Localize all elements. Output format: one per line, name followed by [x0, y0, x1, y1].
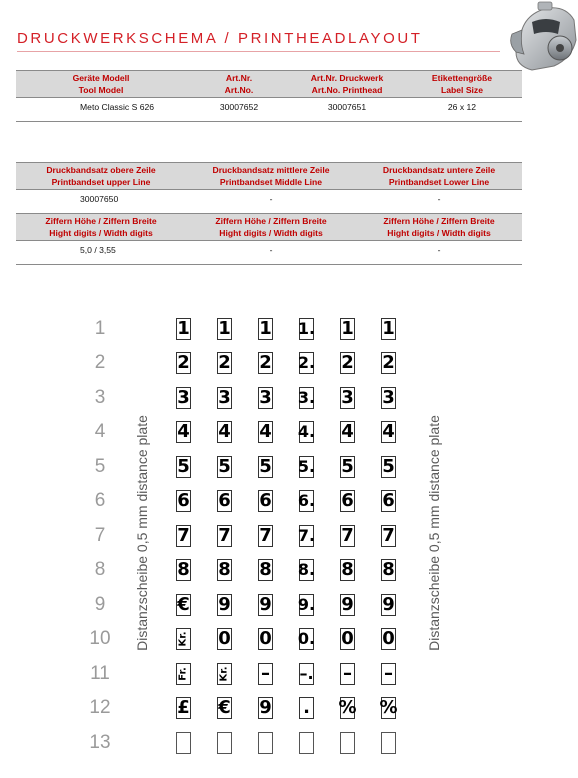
- printband-upper-value: 30007650: [16, 190, 186, 214]
- printband-character-cell: [299, 421, 314, 443]
- printband-character: 3: [218, 387, 231, 408]
- printband-character-cell: [340, 387, 355, 409]
- printband-character-cell: [176, 559, 191, 581]
- header-digits-lower: Ziffern Höhe / Ziffern Breite Hight digits / Width digits: [356, 214, 522, 241]
- printband-character-cell: [299, 559, 314, 581]
- printband-character: 6: [177, 490, 190, 511]
- printband-character: 6: [218, 490, 231, 511]
- header-digits-upper: Ziffern Höhe / Ziffern Breite Hight digits / Width digits: [16, 214, 186, 241]
- tool-model-value: Meto Classic S 626: [16, 98, 186, 122]
- printband-character: 4: [218, 421, 231, 442]
- printband-character: 0: [382, 628, 395, 649]
- row-number: 4: [94, 421, 106, 442]
- printband-character-cell: [381, 559, 396, 581]
- printband-character-cell: [299, 352, 314, 374]
- printband-character-cell: [176, 490, 191, 512]
- printband-character-cell: [381, 594, 396, 616]
- row-number: 9: [94, 594, 106, 615]
- printband-character-cell: [299, 490, 314, 512]
- printband-character-cell: [340, 352, 355, 374]
- printband-character: 1: [177, 318, 190, 339]
- printband-character-cell: [381, 352, 396, 374]
- printband-character: 7: [341, 525, 354, 546]
- tool-model-table: [16, 70, 522, 122]
- price-labeller-device-icon: [502, 0, 578, 74]
- printband-character: 9: [259, 594, 272, 615]
- printband-character: 1.: [297, 319, 316, 338]
- printband-character-cell: [340, 559, 355, 581]
- printband-character: 8: [259, 559, 272, 580]
- printband-character-cell: [381, 456, 396, 478]
- printband-character: 5: [259, 456, 272, 477]
- printband-character: [259, 733, 272, 753]
- printband-character: 3: [177, 387, 190, 408]
- distance-plate-label-left: Distanzscheibe 0,5 mm distance plate: [134, 415, 150, 651]
- printband-character-cell: [258, 387, 273, 409]
- printband-character-cell: [217, 559, 232, 581]
- printband-character: 8.: [297, 560, 316, 579]
- digits-header-row: [16, 214, 522, 241]
- printband-character: 8: [218, 559, 231, 580]
- row-number: 6: [94, 490, 106, 511]
- printband-character: 7: [218, 525, 231, 546]
- tool-model-header-row: [16, 71, 522, 98]
- printband-character-cell: [340, 663, 355, 685]
- row-number: 12: [89, 697, 111, 718]
- header-digits-middle: Ziffern Höhe / Ziffern Breite Hight digits / Width digits: [186, 214, 356, 241]
- printband-character: 5: [218, 456, 231, 477]
- printband-character: €: [218, 697, 231, 718]
- printband-character: 2: [177, 352, 190, 373]
- printband-character-cell: [299, 525, 314, 547]
- digits-row: [16, 241, 522, 265]
- header-printband-lower: Druckbandsatz untere Zeile Printbandset Lower Line: [356, 163, 522, 190]
- printband-character: 0: [341, 628, 354, 649]
- header-tool-model: Geräte Modell Tool Model: [16, 71, 186, 98]
- printband-character-cell: [217, 490, 232, 512]
- printband-character: 2: [218, 352, 231, 373]
- printband-character: 9: [259, 697, 272, 718]
- printband-character-cell: [340, 594, 355, 616]
- row-number: 8: [94, 559, 106, 580]
- printband-character: Kr.: [177, 631, 189, 647]
- printband-character-cell: [217, 732, 232, 754]
- printband-table: [16, 162, 522, 265]
- printband-character: 1: [341, 318, 354, 339]
- printband-character: 8: [382, 559, 395, 580]
- printband-lower-value: -: [356, 190, 522, 214]
- printband-character: Kr.: [218, 666, 230, 682]
- printband-character-cell: [299, 663, 314, 685]
- printband-character: 7: [177, 525, 190, 546]
- printband-character-cell: [340, 525, 355, 547]
- printband-character: 5: [382, 456, 395, 477]
- printband-character-cell: [340, 318, 355, 340]
- printband-row: [16, 190, 522, 214]
- printband-character: 9: [382, 594, 395, 615]
- printband-character: 4.: [297, 422, 316, 441]
- printband-middle-value: -: [186, 190, 356, 214]
- printband-character: €: [177, 594, 190, 615]
- printband-character: –: [261, 663, 270, 684]
- printband-character: [177, 733, 190, 753]
- digits-middle-value: -: [186, 241, 356, 265]
- printband-character-cell: [381, 732, 396, 754]
- title-divider: [17, 51, 500, 52]
- printband-character-cell: [340, 628, 355, 650]
- printband-character-cell: [258, 490, 273, 512]
- printband-character-cell: [217, 525, 232, 547]
- printband-character: 2: [341, 352, 354, 373]
- printband-character-cell: [217, 352, 232, 374]
- printband-character: 3: [341, 387, 354, 408]
- printband-character: [218, 733, 231, 753]
- printband-character: 4: [259, 421, 272, 442]
- printband-character: 7: [382, 525, 395, 546]
- printband-character: –: [343, 663, 352, 684]
- printband-character-cell: [258, 456, 273, 478]
- printband-character-cell: [217, 456, 232, 478]
- printband-character: 4: [382, 421, 395, 442]
- printband-character-cell: [381, 421, 396, 443]
- printband-character: 0: [259, 628, 272, 649]
- printband-character-cell: [340, 421, 355, 443]
- printband-character: 8: [341, 559, 354, 580]
- printband-character: 2.: [297, 353, 316, 372]
- printband-character: [382, 733, 395, 753]
- digits-lower-value: -: [356, 241, 522, 265]
- printband-character-cell: [176, 456, 191, 478]
- printband-character-cell: [381, 697, 396, 719]
- printband-character-cell: [176, 628, 191, 650]
- printband-character-cell: [176, 525, 191, 547]
- printband-character: –.: [299, 664, 314, 683]
- row-number: 2: [94, 352, 106, 373]
- printband-character-cell: [176, 663, 191, 685]
- printband-character: 5: [341, 456, 354, 477]
- printband-character: 2: [259, 352, 272, 373]
- art-no-printhead-value: 30007651: [292, 98, 402, 122]
- printband-character-cell: [176, 421, 191, 443]
- printband-character: £: [177, 697, 190, 718]
- header-label-size: Etikettengröße Label Size: [402, 71, 522, 98]
- row-number: 7: [94, 525, 106, 546]
- printband-character: 6: [259, 490, 272, 511]
- printband-character-cell: [217, 697, 232, 719]
- printband-character: 6: [341, 490, 354, 511]
- printband-character-cell: [258, 663, 273, 685]
- printband-character: %: [338, 697, 357, 718]
- printband-character-cell: [299, 456, 314, 478]
- printband-character-cell: [340, 490, 355, 512]
- printband-character-cell: [299, 318, 314, 340]
- printband-character-cell: [217, 628, 232, 650]
- printband-character: 6.: [297, 491, 316, 510]
- row-number: 10: [89, 628, 111, 649]
- printband-character-cell: [258, 628, 273, 650]
- printband-character-cell: [381, 525, 396, 547]
- row-number: 3: [94, 387, 106, 408]
- printband-character-cell: [258, 732, 273, 754]
- printband-character-cell: [217, 594, 232, 616]
- printband-character-cell: [176, 697, 191, 719]
- printband-character-cell: [299, 594, 314, 616]
- printband-character: –: [384, 663, 393, 684]
- printband-character-cell: [299, 697, 314, 719]
- printband-character: 9: [218, 594, 231, 615]
- printband-character-cell: [217, 663, 232, 685]
- row-number: 1: [94, 318, 106, 339]
- header-printband-upper: Druckbandsatz obere Zeile Printbandset upper Line: [16, 163, 186, 190]
- printband-character: 7.: [297, 526, 316, 545]
- printband-character-cell: [381, 490, 396, 512]
- printband-character: 1: [218, 318, 231, 339]
- row-number: 11: [90, 663, 110, 684]
- printband-character-cell: [299, 628, 314, 650]
- printband-character: 4: [341, 421, 354, 442]
- printband-character-cell: [176, 318, 191, 340]
- printband-character: 4: [177, 421, 190, 442]
- printband-character-cell: [176, 732, 191, 754]
- row-number: 13: [89, 732, 111, 753]
- digits-upper-value: 5,0 / 3,55: [16, 241, 186, 265]
- printband-character-cell: [381, 663, 396, 685]
- printband-character-cell: [258, 352, 273, 374]
- printband-character: 5.: [297, 457, 316, 476]
- printband-character-cell: [217, 387, 232, 409]
- printband-character-cell: [217, 318, 232, 340]
- distance-plate-label-right: Distanzscheibe 0,5 mm distance plate: [426, 415, 442, 651]
- printband-character: 3.: [297, 388, 316, 407]
- printband-character: 0.: [297, 629, 316, 648]
- printband-character: 0: [218, 628, 231, 649]
- printband-character: Fr.: [177, 667, 189, 681]
- printband-character: 7: [259, 525, 272, 546]
- printband-character-cell: [176, 594, 191, 616]
- header-art-no-printhead: Art.Nr. Druckwerk Art.No. Printhead: [292, 71, 402, 98]
- printband-character: 3: [259, 387, 272, 408]
- printband-character-cell: [258, 559, 273, 581]
- label-size-value: 26 x 12: [402, 98, 522, 122]
- printband-character-cell: [258, 594, 273, 616]
- header-art-no: Art.Nr. Art.No.: [186, 71, 292, 98]
- printband-character: 1: [259, 318, 272, 339]
- printband-character: [300, 733, 313, 753]
- printband-character: 1: [382, 318, 395, 339]
- printband-character-cell: [176, 387, 191, 409]
- printband-character: 9.: [297, 595, 316, 614]
- printband-character-cell: [258, 697, 273, 719]
- printband-character-cell: [381, 628, 396, 650]
- printband-character: 6: [382, 490, 395, 511]
- printband-character: [341, 733, 354, 753]
- printband-character-cell: [381, 387, 396, 409]
- tool-model-row: [16, 98, 522, 122]
- printband-character-cell: [340, 697, 355, 719]
- printband-character: 5: [177, 456, 190, 477]
- art-no-value: 30007652: [186, 98, 292, 122]
- printband-character: 9: [341, 594, 354, 615]
- printband-character: 8: [177, 559, 190, 580]
- printband-character-cell: [258, 421, 273, 443]
- row-number: 5: [94, 456, 106, 477]
- printband-header-row: [16, 163, 522, 190]
- printband-character-cell: [258, 525, 273, 547]
- printband-character: 2: [382, 352, 395, 373]
- printband-character-cell: [381, 318, 396, 340]
- printband-character-cell: [299, 387, 314, 409]
- page-title: DRUCKWERKSCHEMA / PRINTHEADLAYOUT: [17, 30, 423, 47]
- printband-character: 3: [382, 387, 395, 408]
- header-printband-middle: Druckbandsatz mittlere Zeile Printbandset Middle Line: [186, 163, 356, 190]
- printband-character-cell: [217, 421, 232, 443]
- printband-character-cell: [340, 456, 355, 478]
- printband-character: .: [303, 697, 310, 718]
- printband-character-cell: [258, 318, 273, 340]
- printband-character-cell: [340, 732, 355, 754]
- printband-character-cell: [299, 732, 314, 754]
- printband-character: %: [379, 697, 398, 718]
- printband-character-cell: [176, 352, 191, 374]
